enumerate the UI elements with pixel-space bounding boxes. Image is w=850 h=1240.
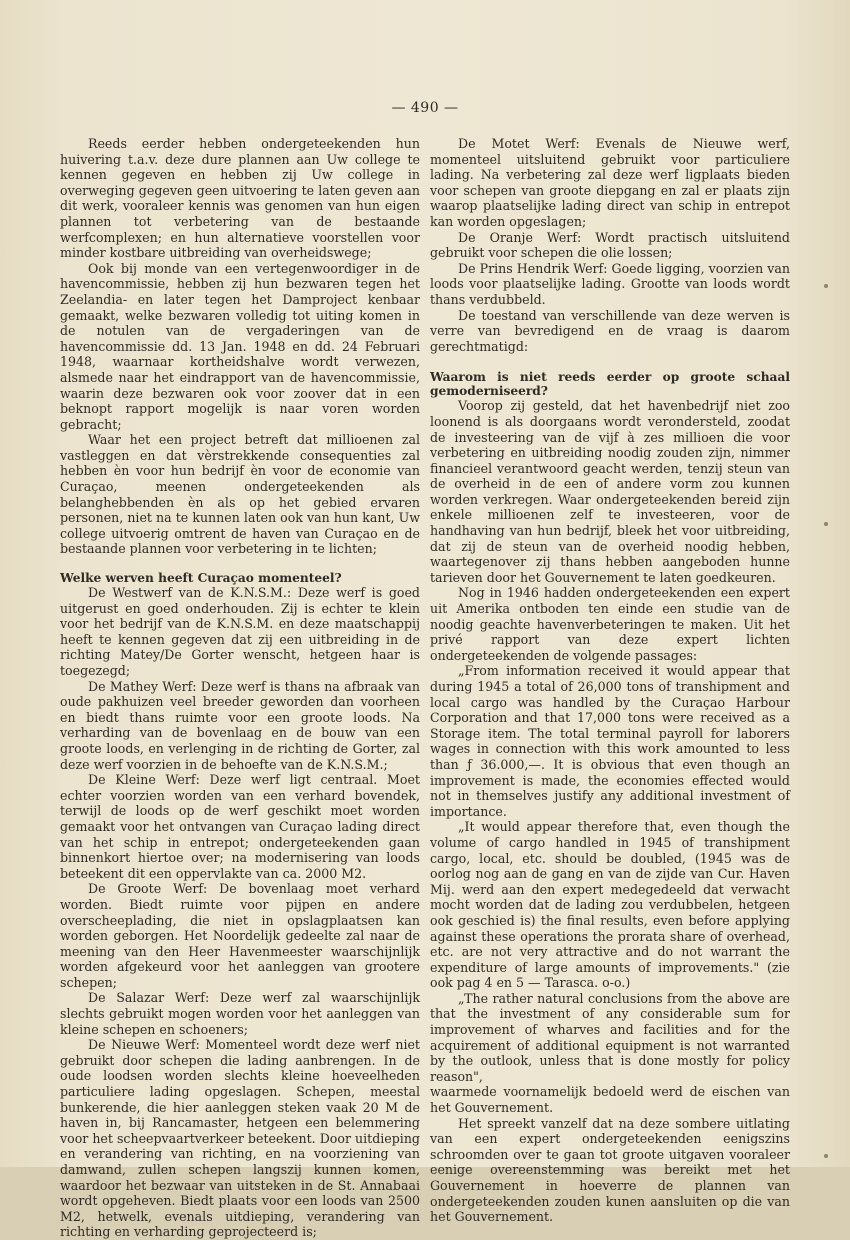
right-column	[430, 136, 790, 1225]
paragraph: Waar het een project betreft dat millioenen zal vastleggen en dat vèrstrekkende consequenties zal hebben èn voor hun bedrijf èn voor de economie van Curaçao, meenen ondergeteekenden als belanghebbenden èn als op het gebied ervaren personen, niet na te kunnen laten ook van hun kant, Uw college uitvoerig omtrent de haven van Curaçao en de bestaande plannen voor verbetering in te lichten;	[60, 432, 420, 557]
paragraph: De Westwerf van de K.N.S.M.: Deze werf is goed uitgerust en goed onderhouden. Zij is echter te klein voor het bedrijf van de K.N.S.M. en deze maatschappij heeft te kennen gegeven dat zij een uitbreiding in de richting Matey/De Gorter wenscht, hetgeen haar is toegezegd;	[60, 585, 420, 678]
paragraph: Het spreekt vanzelf dat na deze sombere uitlating van een expert ondergeteekenden eenigszins schroomden over te gaan tot groote uitgaven vooraleer eenige overeenstemming was bereikt met het Gouvernement in hoeverre de plannen van ondergeteekenden zouden kunen aansluiten op die van het Gouvernement.	[430, 1115, 790, 1225]
paragraph: De Motet Werf: Evenals de Nieuwe werf, momenteel uitsluitend gebruikt voor particuliere lading. Na verbetering zal deze werf ligplaats bieden voor schepen van groote diepgang en zal er plaats zijn waarop plaatselijke lading direct van schip in entrepot kan worden opgeslagen;	[430, 136, 790, 229]
paragraph: De Prins Hendrik Werf: Goede ligging, voorzien van loods voor plaatselijke lading. Grootte van loods wordt thans verdubbeld.	[430, 260, 790, 307]
binder-hole	[824, 1154, 828, 1158]
paragraph: Ook bij monde van een vertegenwoordiger in de havencommissie, hebben zij hun bezwaren tegen het Zeelandia- en later tegen het Damproject kenbaar gemaakt, welke bezwaren volledig tot uiting komen in de notulen van de vergaderingen van de havencommissie dd. 13 Jan. 1948 en dd. 24 Februari 1948, waarnaar kortheidshalve wordt verwezen, alsmede naar het eindrapport van de havencommissie, waarin deze bezwaren ook voor zoover dat in een beknopt rapport mogelijk is naar voren worden gebracht;	[60, 260, 420, 432]
quoted-passage: „It would appear therefore that, even though the volume of cargo handled in 1945 of transhipment cargo, local, etc. should be doubled, (1945 was de oorlog nog aan de gang en van de zijde van Cur. Haven Mij. werd aan den expert medegedeeld dat verwacht mocht worden dat de lading zou verdubbelen, hetgeen ook geschied is) the final results, even before applying against these operations the prorata share of overhead, etc. are not very attractive and do not warrant the expenditure of large amounts of improvements." (zie ook pag 4 en 5 — Tarasca. o-o.)	[430, 819, 790, 991]
paragraph: De Nieuwe Werf: Momenteel wordt deze werf niet gebruikt door schepen die lading aanbrengen. In de oude loodsen worden slechts kleine hoeveelheden particuliere lading opgeslagen. Schepen, meestal bunkerende, die hier aanleggen steken vaak 20 M de haven in, bij Rancamaster, hetgeen een belemmering voor het scheepvaartverkeer beteekent. Door uitdieping en verandering van richting, en na voorziening van damwand, zullen schepen langszij kunnen komen, waardoor het bezwaar van uitsteken in de St. Annabaai wordt opgeheven. Biedt plaats voor een loods van 2500 M2, hetwelk, evenals uitdieping, verandering van richting en verharding geprojecteerd is;	[60, 1037, 420, 1240]
paragraph: De Oranje Werf: Wordt practisch uitsluitend gebruikt voor schepen die olie lossen;	[430, 229, 790, 261]
page-number: — 490 —	[391, 100, 459, 116]
paragraph: Nog in 1946 hadden ondergeteekenden een expert uit Amerika ontboden ten einde een studie van de noodig geachte havenverbeteringen te maken. Uit het privé rapport van deze expert lichten ondergeteekenden de volgende passages:	[430, 585, 790, 663]
binder-hole	[824, 522, 828, 526]
paragraph: Voorop zij gesteld, dat het havenbedrijf niet zoo loonend is als doorgaans wordt verondersteld, zoodat de investeering van de vijf à zes millioen die voor verbetering en uitbreiding noodig zouden zijn, nimmer financieel verantwoord geacht werden, tenzij steun van de overheid in de een of andere vorm zou kunnen worden verkregen. Waar ondergeteekenden bereid zijn enkele millioenen zelf te investeeren, voor de handhaving van hun bedrijf, bleek het voor uitbreiding, dat zij de steun van de overheid noodig hebben, waartegenover zij thans hebben aangeboden hunne tarieven door het Gouvernement te laten goedkeuren.	[430, 398, 790, 585]
paragraph: De Salazar Werf: Deze werf zal waarschijnlijk slechts gebruikt mogen worden voor het aanleggen van kleine schepen en schoeners;	[60, 990, 420, 1037]
left-column	[60, 136, 420, 1240]
quoted-passage: „The rather natural conclusions from the above are that the investment of any considerable sum for improvement of wharves and facilities and for the acquirement of additional equipment is not warranted by the outlook, unless that is done mostly for policy reason",	[430, 990, 790, 1084]
paragraph: Reeds eerder hebben ondergeteekenden hun huivering t.a.v. deze dure plannen aan Uw college te kennen gegeven en hebben zij Uw college in overweging gegeven geen uitvoering te laten geven aan dit werk, vooraleer kennis was genomen van hun eigen plannen tot verbetering van de bestaande werfcomplexen; en hun alternatieve voorstellen voor minder kostbare uitbreiding van overheidswege;	[60, 136, 420, 261]
binder-hole	[824, 284, 828, 288]
quoted-passage: „From information received it would appear that during 1945 a total of 26,000 tons of transhipment and local cargo was handled by the Curaçao Harbour Corporation and that 17,000 tons were received as a Storage item. The total terminal payroll for laborers wages in connection with this work amounted to less than ƒ 36.000,—. It is obvious that even though an improvement is made, the economies effected would not in themselves justify any additional investment of importance.	[430, 663, 790, 819]
paragraph: De toestand van verschillende van deze werven is verre van bevredigend en de vraag is daarom gerechtmatigd:	[430, 307, 790, 354]
section-heading: Welke werven heeft Curaçao momenteel?	[60, 571, 342, 586]
paragraph: De Mathey Werf: Deze werf is thans na afbraak van oude pakhuizen veel breeder geworden dan voorheen en biedt thans ruimte voor een groote loods. Na verharding van de bovenlaag en de bouw van een groote loods, en verlenging in de richting de Gorter, zal deze werf voorzien in de behoefte van de K.N.S.M.;	[60, 678, 420, 772]
paragraph: De Groote Werf: De bovenlaag moet verhard worden. Biedt ruimte voor pijpen en andere overscheeplading, die niet in opslagplaatsen kan worden geborgen. Het Noordelijk gedeelte zal naar de meening van den Heer Havenmeester waarschijnlijk worden afgekeurd voor het aanleggen van grootere schepen;	[60, 881, 420, 990]
section-heading: Waarom is niet reeds eerder op groote schaal gemoderniseerd?	[430, 370, 790, 399]
paragraph: waarmede voornamelijk bedoeld werd de eischen van het Gouvernement.	[430, 1084, 790, 1116]
paragraph: De Kleine Werf: Deze werf ligt centraal. Moet echter voorzien worden van een verhard bovendek, terwijl de loods op de werf geschikt moet worden gemaakt voor het ontvangen van Curaçao lading direct van het schip in entrepot; ondergeteekenden gaan binnenkort hiertoe over; na modernisering van loods beteekent dit een oppervlakte van ca. 2000 M2.	[60, 772, 420, 881]
